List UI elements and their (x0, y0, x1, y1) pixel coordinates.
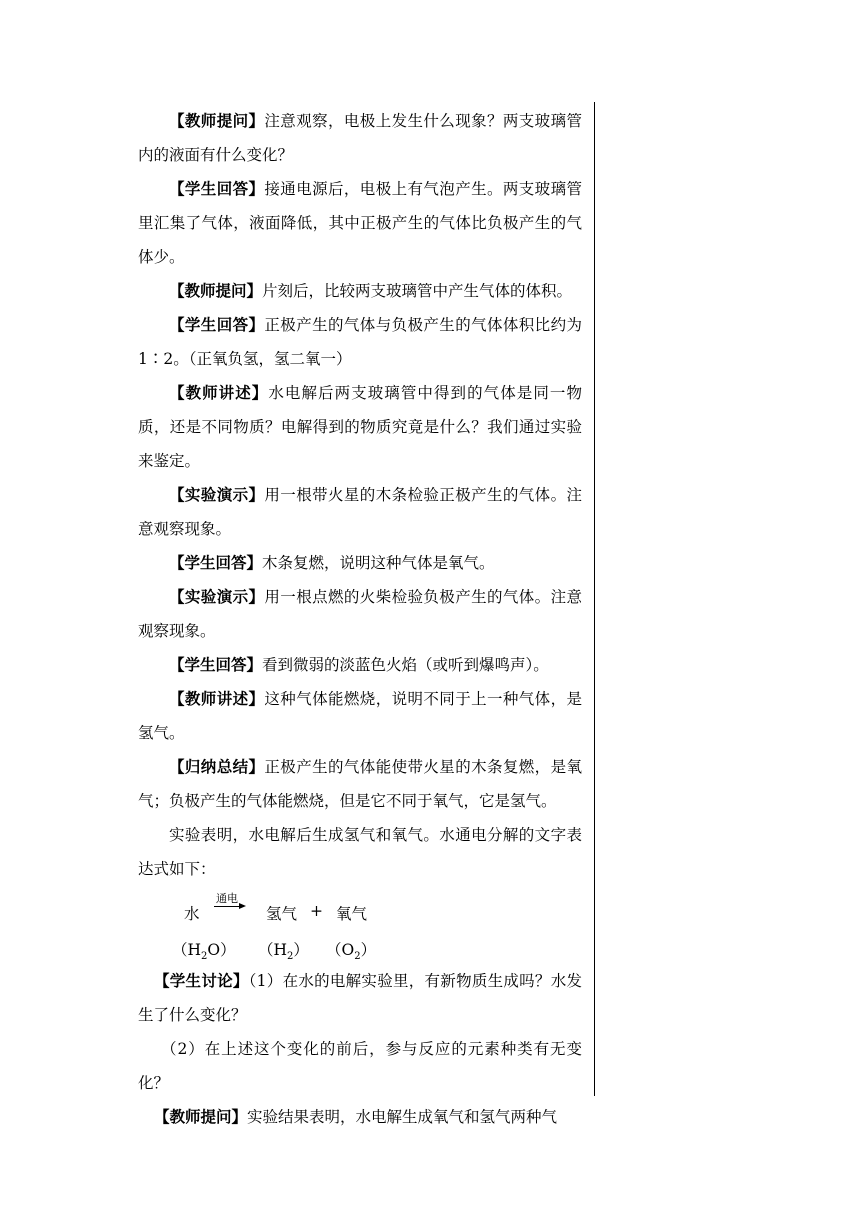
role-tag: 【归纳总结】 (169, 757, 265, 776)
plus-sign: + (310, 902, 323, 920)
paragraph-text: 看到微弱的淡蓝色火焰（或听到爆鸣声）。 (262, 656, 549, 674)
role-tag: 【学生讨论】 (154, 971, 249, 990)
paragraph-text: 实验结果表明，水电解生成氧气和氢气两种气 (247, 1108, 558, 1126)
role-tag: 【教师提问】 (169, 281, 263, 300)
formula-water: $(H_2O)$ (172, 941, 236, 963)
paragraph-text: （1）在水的电解实验里，有新物质生成吗？水发生了什么变化？ (138, 972, 582, 1024)
role-tag: 【实验演示】 (169, 587, 265, 606)
paragraph (138, 274, 582, 308)
role-tag: 【教师讲述】 (169, 689, 265, 708)
formula-hydrogen: $(H_2)$ (258, 941, 309, 963)
paragraph-text: 正极产生的气体与负极产生的气体体积比约为 1∶2。（正氧负氢，氢二氧一） (138, 316, 582, 368)
paragraph (138, 478, 582, 546)
paragraph-text: 实验表明，水电解后生成氢气和氧气。水通电分解的文字表达式如下： (138, 826, 582, 878)
paragraph-text: 用一根点燃的火柴检验负极产生的气体。注意观察现象。 (138, 588, 582, 640)
paragraph-text: 木条复燃，说明这种气体是氧气。 (262, 554, 495, 572)
paragraph (138, 308, 582, 376)
word-equation (138, 886, 582, 930)
lesson-content (138, 104, 582, 1134)
role-tag: 【学生回答】 (169, 553, 263, 572)
paragraph-text: （2）在上述这个变化的前后，参与反应的元素种类有无变化？ (138, 1040, 582, 1092)
table-border-line (594, 102, 595, 1096)
paragraph (138, 648, 582, 682)
paragraph-text: 注意观察，电极上发生什么现象？两支玻璃管内的液面有什么变化？ (138, 112, 582, 164)
role-tag: 【教师讲述】 (169, 383, 269, 402)
role-tag: 【实验演示】 (169, 485, 265, 504)
reactant-water: 水 (184, 905, 200, 923)
product-hydrogen: 氢气 (266, 905, 298, 923)
paragraph-text: 正极产生的气体能使带火星的木条复燃，是氧气；负极产生的气体能燃烧，但是它不同于氧气，它是氢气。 (138, 758, 582, 810)
chemical-formulas (138, 930, 582, 964)
formula-oxygen: $(O_2)$ (326, 941, 377, 963)
arrow-head-icon (239, 903, 246, 909)
paragraph (138, 580, 582, 648)
paragraph (138, 1100, 582, 1134)
reaction-arrow (214, 906, 240, 907)
paragraph (138, 104, 582, 172)
paragraph (138, 818, 582, 886)
paragraph-text: 水电解后两支玻璃管中得到的气体是同一物质，还是不同物质？电解得到的物质究竟是什么？我们通过实验来鉴定。 (138, 384, 582, 470)
paragraph (138, 964, 582, 1032)
paragraph-text: 接通电源后，电极上有气泡产生。两支玻璃管里汇集了气体，液面降低，其中正极产生的气体比负极产生的气体少。 (138, 180, 582, 266)
paragraph (138, 750, 582, 818)
paragraph (138, 682, 582, 750)
product-oxygen: 氧气 (336, 905, 368, 923)
paragraph (138, 172, 582, 274)
paragraph-text: 用一根带火星的木条检验正极产生的气体。注意观察现象。 (138, 486, 582, 538)
role-tag: 【学生回答】 (169, 315, 265, 334)
role-tag: 【学生回答】 (169, 655, 263, 674)
role-tag: 【教师提问】 (169, 111, 265, 130)
paragraph-text: 这种气体能燃烧，说明不同于上一种气体，是氢气。 (138, 690, 582, 742)
reaction-condition: 通电 (216, 892, 238, 905)
paragraph (138, 376, 582, 478)
paragraph-text: 片刻后，比较两支玻璃管中产生气体的体积。 (262, 282, 573, 300)
role-tag: 【学生回答】 (169, 179, 265, 198)
paragraph (138, 546, 582, 580)
role-tag: 【教师提问】 (154, 1107, 248, 1126)
paragraph (138, 1032, 582, 1100)
